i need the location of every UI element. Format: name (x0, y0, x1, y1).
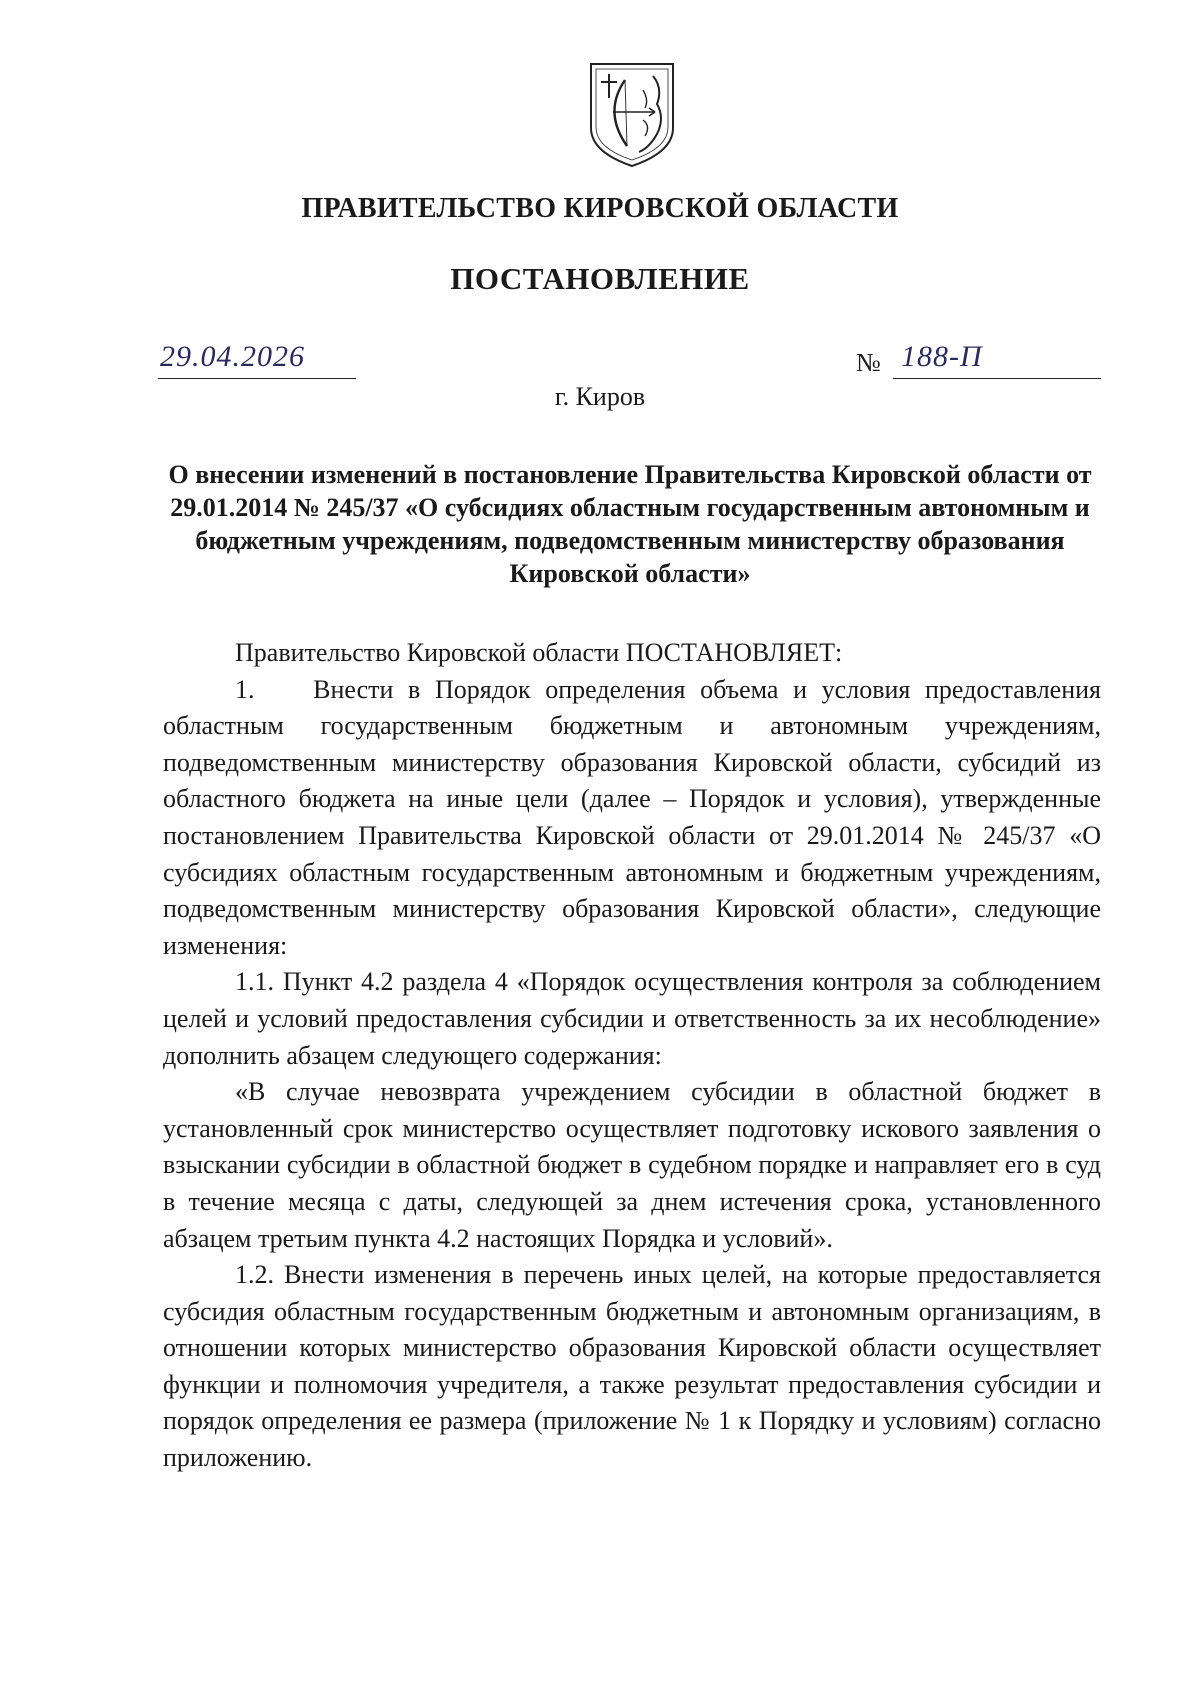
document-date-field (158, 340, 356, 379)
body-paragraph: «В случае невозврата учреждением субсидии в областной бюджет в установленный срок министерство осуществляет подготовку искового заявления о взыскании субсидии в областной бюджет в судебном порядке и направляет его в суд в течение месяца с даты, следующей за днем истечения срока, установленного абзацем третьим пункта 4.2 настоящих Порядка и условий». (163, 1077, 1101, 1253)
body-paragraph: 1. Внести в Порядок определения объема и условия предоставления областным государственным бюджетным и автономным учреждениям, подведомственным министерству образования Кировской области, субсидий из областного бюджета на иные цели (далее – Порядок и условия), утвержденные постановлением Правительства Кировской области от 29.01.2014 № 245/37 «О субсидиях областным государственным автономным и бюджетным учреждениям, подведомственным министерству образования Кировской области», следующие изменения: (163, 674, 1101, 960)
body-paragraph: 1.2. Внести изменения в перечень иных целей, на которые предоставляется субсидия областным государственным бюджетным и автономным организациям, в отношении которых министерство образования Кировской области осуществляет функции и полномочия учредителя, а также результат предоставления субсидии и порядок определения ее размера (приложение № 1 к Порядку и условиям) согласно приложению. (163, 1260, 1101, 1473)
document-title: О внесении изменений в постановление Правительства Кировской области от 29.01.2014 № 245/37 «О субсидиях областным государственным автономным и бюджетным учреждениям, подведомственным министерству образования Кировской области» (168, 460, 1092, 588)
document-number: 188-П (901, 340, 983, 373)
document-city: г. Киров (554, 382, 646, 411)
organization-name: ПРАВИТЕЛЬСТВО КИРОВСКОЙ ОБЛАСТИ (301, 193, 899, 224)
document-date: 29.04.2026 (160, 340, 305, 373)
body-paragraph: Правительство Кировской области ПОСТАНОВЛЯЕТ: (235, 638, 843, 667)
document-number-field (893, 340, 1101, 379)
document-body (163, 635, 1101, 1477)
body-paragraph: 1.1. Пункт 4.2 раздела 4 «Порядок осуществления контроля за соблюдением целей и условий предоставления субсидии и ответственность за их несоблюдение» дополнить абзацем следующего содержания: (163, 967, 1101, 1070)
document-number-label: № (856, 348, 881, 377)
coat-of-arms-icon (587, 60, 677, 170)
document-type: ПОСТАНОВЛЕНИЕ (450, 261, 750, 296)
